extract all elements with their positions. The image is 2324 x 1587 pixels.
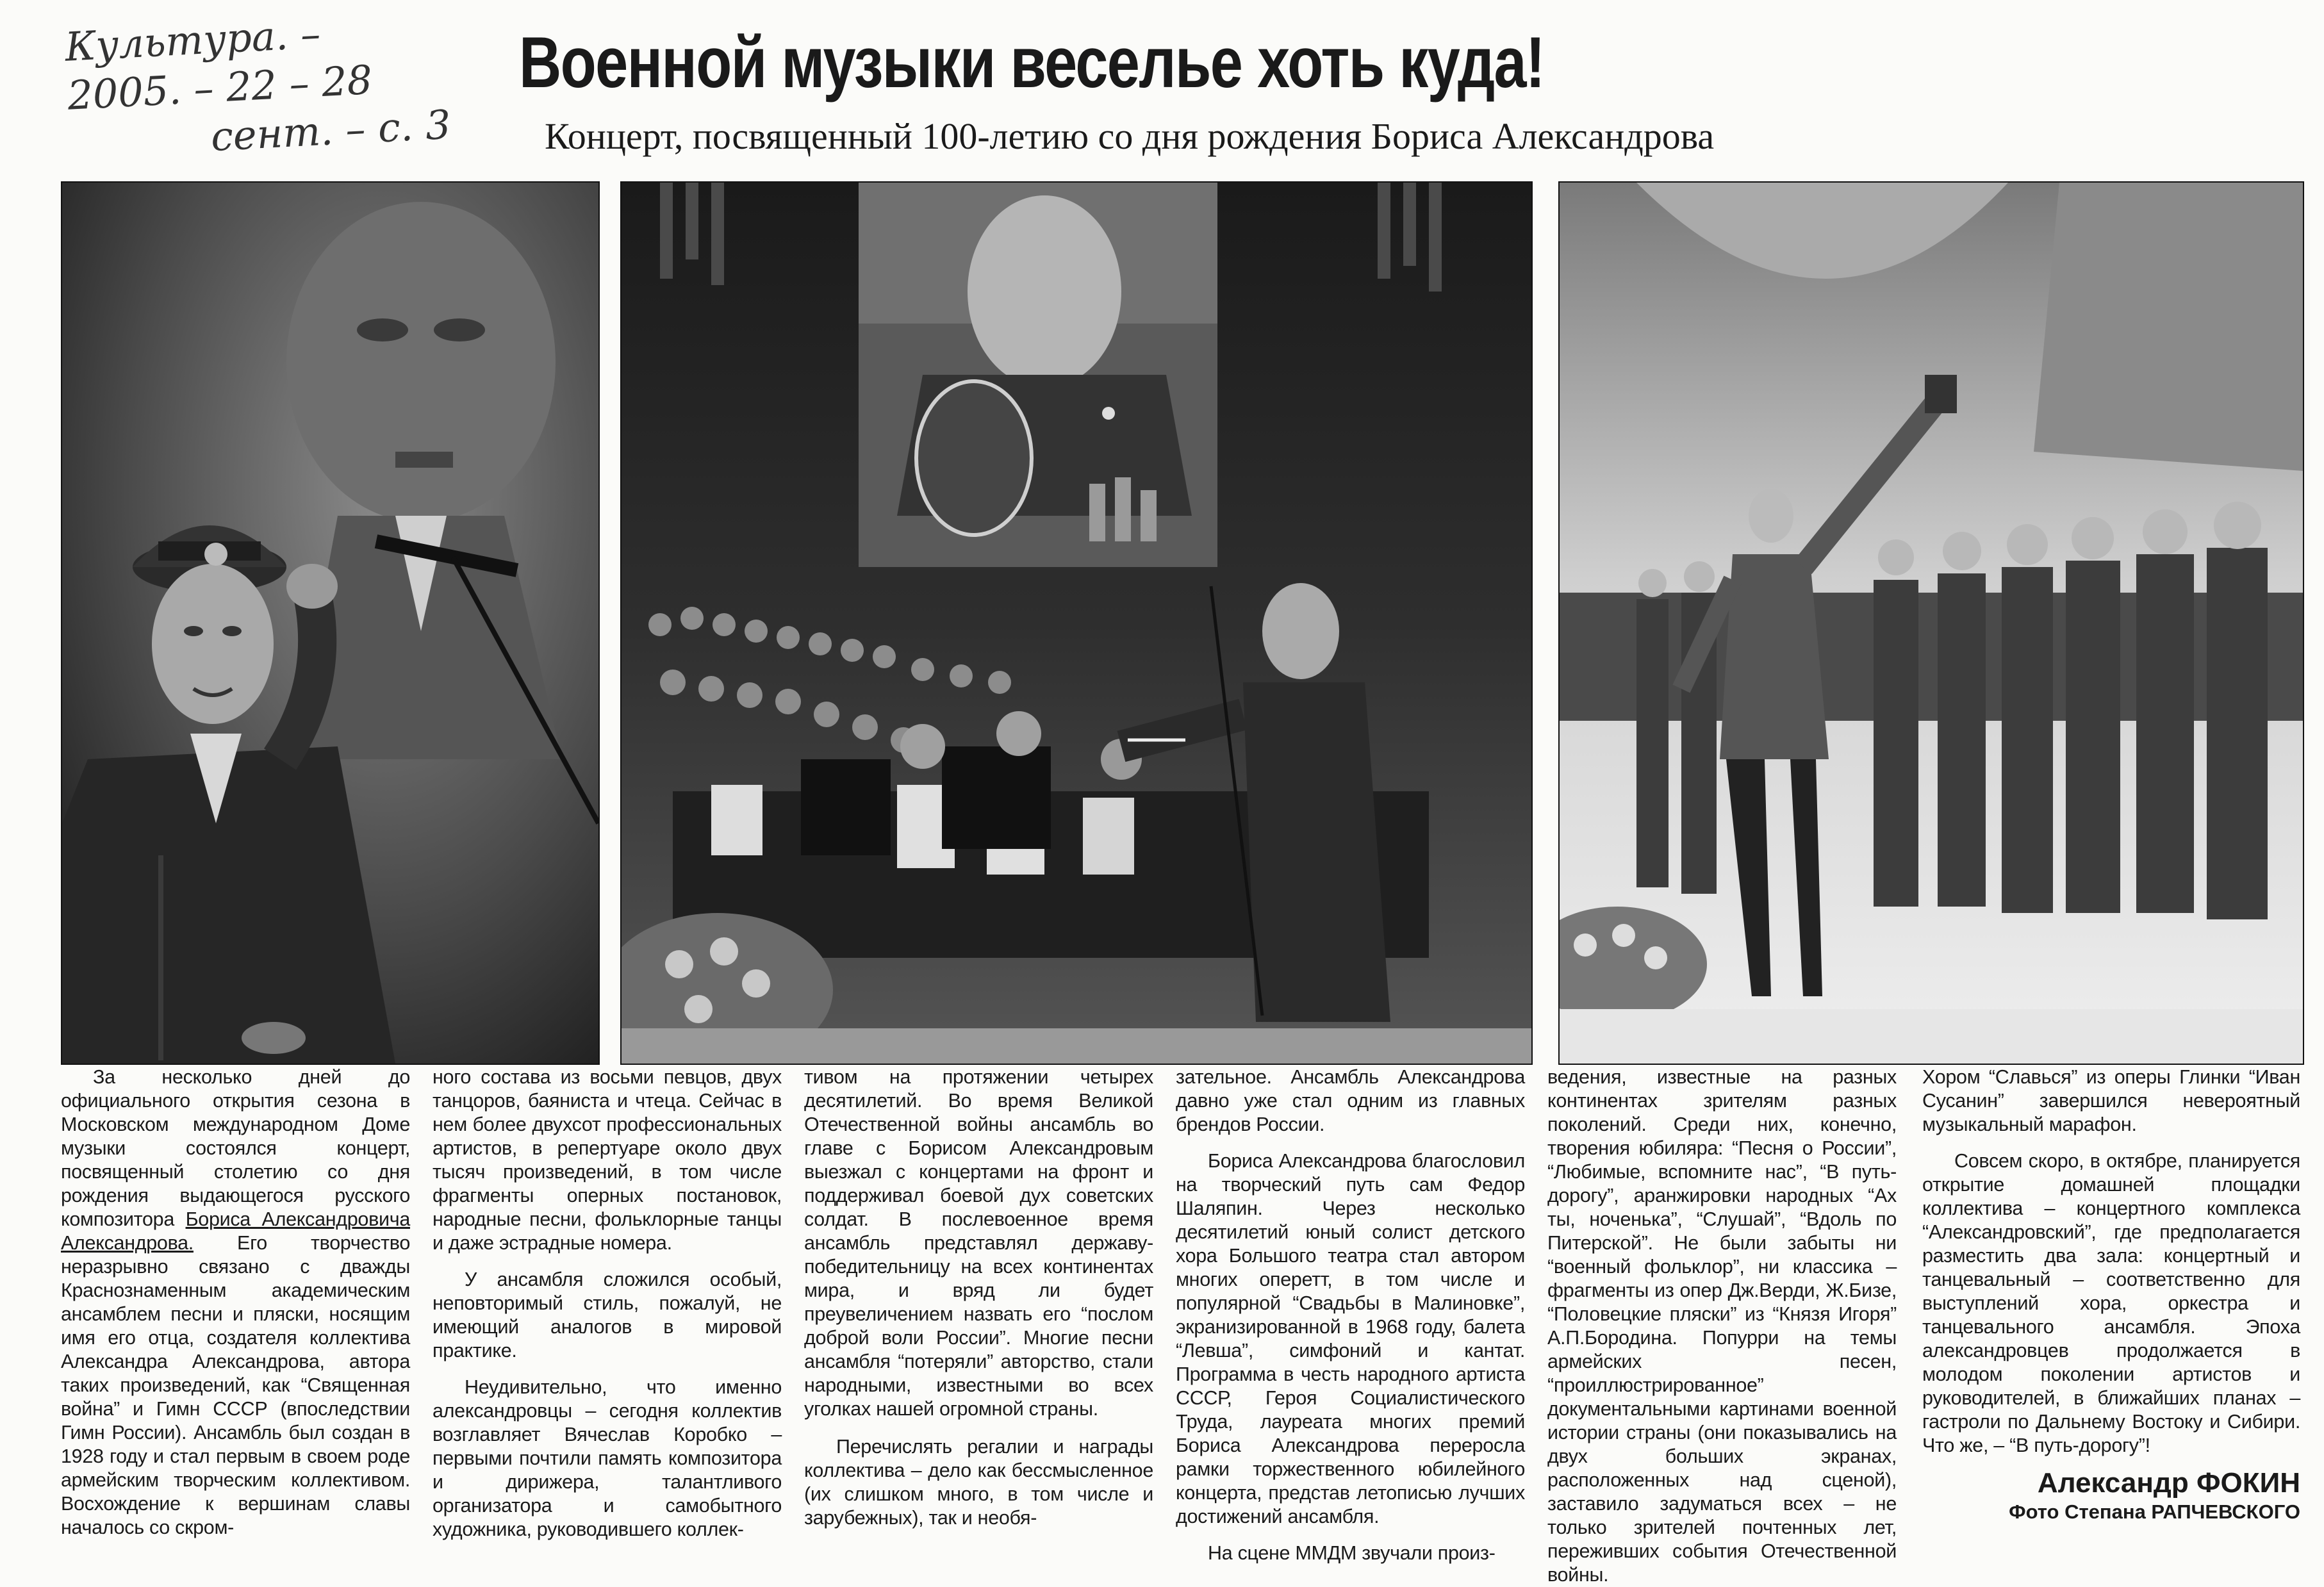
photo-credit: Фото Степана РАПЧЕВСКОГО [2009, 1501, 2300, 1523]
article-column-2 [433, 1065, 782, 1542]
paragraph: Бориса Александрова благословил на творческий путь сам Федор Шаляпин. Через несколько десятилетий юный солист детского хора Большого театра стал автором многих оперетт, в том числе и популярной “Свадьбы в Малиновке”, экранизированной в 1968 году, балета “Левша”, симфоний и кантат. Программа в честь народного артиста СССР, Героя Социалистического Труда, лауреата многих премий Бориса Александрова переросла рамки торжественного юбилейного концерта, представ летописью лучших достижений ансамбля. [1176, 1150, 1525, 1527]
handnote-line-2: 2005. – 22 – 28 [66, 56, 374, 119]
article-column-4 [1176, 1065, 1525, 1565]
paragraph: Совсем скоро, в октябре, планируется открытие домашней площадки коллектива – концертного комплекса “Александровский”, где предполагается разместить два зала: концертный и танцевальный – соответственно для выступлений хора, оркестра и танцевального ансамбля. Эпоха александровцев продолжается в молодом поколении артистов и руководителей, в ближайших планах – гастроли по Дальнему Востоку и Сибири. Что же, – “В путь-дорогу”! [1922, 1150, 2300, 1456]
photo-dancers [1558, 181, 2304, 1065]
paragraph: У ансамбля сложился особый, неповторимый стиль, пожалуй, не имеющий аналогов в мировой практике. [433, 1269, 782, 1361]
article-column-5 [1547, 1065, 1897, 1587]
paragraph: тивом на протяжении четырех десятилетий. Во время Великой Отечественной войны ансамбль во главе с Борисом Александровым выезжал с концертами на фронт и поддерживал боевой дух советских солдат. В послевоенное время ансамбль представлял державу-победительницу на всех континентах мира, и вряд ли будет преувеличением назвать его “послом доброй воли России”. Многие песни ансамбля “потеряли” авторство, стали народными, известными во всех уголках нашей огромной страны. [804, 1066, 1153, 1420]
text-run: Его творчество неразрывно связано с дважды Краснознаменным академическим ансамблем песни и пляски, носящим имя его отца, создателя коллектива Александра Александрова, автора таких произведений, как “Священная война” и Гимн СССР (впоследствии Гимн России). Ансамбль был создан в 1928 году и стал первым в своем роде армейским творческим коллективом. Восхождение к вершинам славы началось со скром- [61, 1232, 410, 1538]
author-byline: Александр ФОКИН [2037, 1467, 2300, 1499]
paragraph: На сцене ММДМ звучали произ- [1208, 1542, 1496, 1564]
paragraph: ного состава из восьми певцов, двух танцоров, баяниста и чтеца. Сейчас в нем более двухсот профессиональных артистов, в репертуаре около двух тысяч произведений, в том числе фрагменты оперных постановок, народные песни, фольклорные танцы и даже эстрадные номера. [433, 1066, 782, 1254]
underlined-name: Бориса Александровича Александрова. [61, 1208, 410, 1254]
subheadline: Концерт, посвященный 100-летию со дня рождения Бориса Александрова [545, 115, 1715, 157]
paragraph: Неудивительно, что именно александровцы – сегодня коллектив возглавляет Вячеслав Коробко – первыми почтили память композитора и дирижера, талантливого организатора и самобытного художника, руководившего коллек- [433, 1376, 782, 1540]
paragraph: Перечислять регалии и награды коллектива – дело как бессмысленное (их слишком много, в том числе и зарубежных), так и необя- [804, 1436, 1153, 1529]
article-column-6 [1922, 1065, 2300, 1458]
handnote-line-1: Культура. – [63, 10, 322, 70]
photo-singer [61, 181, 600, 1065]
headline: Военной музыки веселье хоть куда! [519, 22, 1544, 103]
handwritten-note [63, 0, 506, 169]
paragraph: зательное. Ансамбль Александрова давно уже стал одним из главных брендов России. [1176, 1066, 1525, 1135]
article-column-1 [61, 1065, 410, 1540]
paragraph: Хором “Славься” из оперы Глинки “Иван Сусанин” завершился невероятный музыкальный марафон. [1922, 1066, 2300, 1135]
handnote-line-3: сент. – с. 3 [210, 101, 452, 161]
paragraph: ведения, известные на разных континентах зрителям разных поколений. Среди них, конечно, творения юбиляра: “Песня о России”, “Любимые, вспомните нас”, “В путь-дорогу”, аранжировки народных “Ах ты, ноченька”, “Слушай”, “Вдоль по Питерской”. Не были забыты ни “военный фольклор”, ни классика – фрагменты из опер Дж.Верди, Ж.Бизе, “Половецкие пляски” из “Князя Игоря” А.П.Бородина. Попурри на темы армейских песен, “проиллюстрированное” документальными картинами военной истории страны (они показывались на двух больших экранах, расположенных над сценой), заставило задуматься всех – не только зрителей почтенных лет, переживших события Отечественной войны. [1547, 1066, 1897, 1586]
text-run: За несколько дней до официального открытия сезона в Московском международном Доме музыки состоялся концерт, посвященный столетию со дня рождения выдающегося русского композитора [61, 1066, 410, 1230]
article-column-3 [804, 1065, 1153, 1530]
photo-orchestra [620, 181, 1533, 1065]
